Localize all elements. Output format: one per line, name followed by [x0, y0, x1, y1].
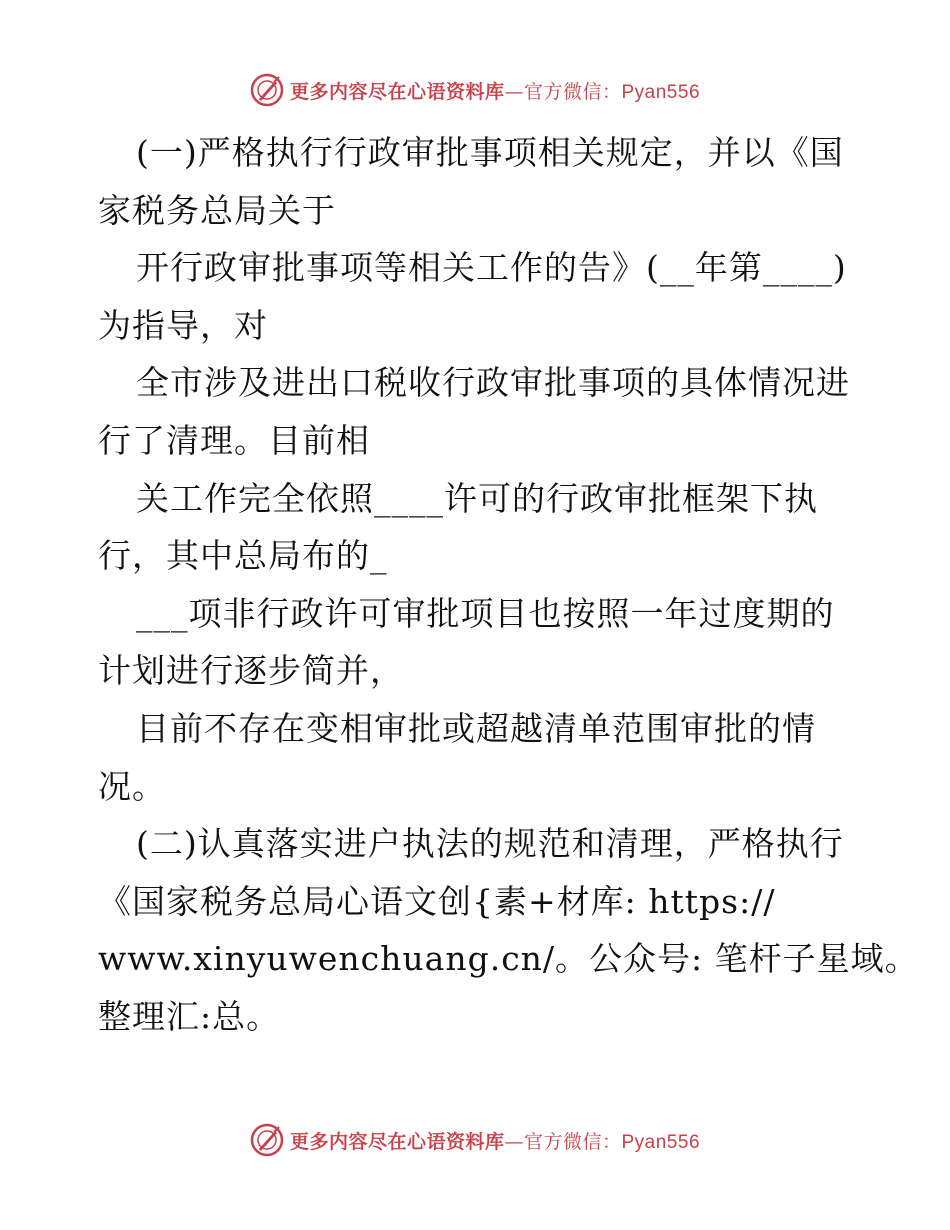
brand-logo-icon — [250, 73, 284, 107]
text-line: 《国家税务总局心语文创{素+材库: https:// — [98, 881, 776, 921]
watermark-wechat-id: Pyan556 — [621, 1131, 701, 1153]
watermark-dash: — — [504, 80, 524, 103]
text-line: 计划进行逐步简并， — [98, 651, 404, 691]
text-line: 全市涉及进出口税收行政审批事项的具体情况进 — [136, 363, 850, 403]
watermark-lead: 更多内容尽在心语资料库 — [289, 1130, 505, 1153]
text-line: 家税务总局关于 — [98, 190, 336, 230]
document-body — [98, 124, 919, 1046]
text-line: (二)认真落实进户执法的规范和清理，严格执行 — [136, 824, 844, 864]
watermark-tail: 官方微信： — [523, 1130, 622, 1153]
text-line: 目前不存在变相审批或超越清单范围审批的情 — [136, 708, 816, 748]
header-watermark — [0, 70, 950, 110]
watermark-tail: 官方微信： — [523, 80, 622, 103]
watermark-text — [290, 1127, 700, 1154]
text-line: 开行政审批事项等相关工作的告》(__年第____) — [136, 248, 847, 288]
brand-logo-icon — [250, 1123, 284, 1157]
text-line: 行了清理。目前相 — [98, 420, 370, 460]
watermark-lead: 更多内容尽在心语资料库 — [289, 80, 505, 103]
watermark-dash: — — [504, 1130, 524, 1153]
text-line: 整理汇:总。 — [98, 996, 281, 1036]
watermark-text — [290, 77, 700, 104]
footer-watermark — [0, 1120, 950, 1160]
text-line: 为指导，对 — [98, 305, 268, 345]
watermark-wechat-id: Pyan556 — [621, 81, 701, 103]
text-line: 况。 — [98, 766, 166, 806]
text-line: 行，其中总局布的_ — [98, 536, 388, 576]
text-line: 关工作完全依照____许可的行政审批框架下执 — [136, 478, 818, 518]
text-line: (一)严格执行行政审批事项相关规定，并以《国 — [136, 133, 844, 172]
text-line: ___项非行政许可审批项目也按照一年过度期的 — [136, 593, 835, 633]
text-line: www.xinyuwenchuang.cn/。公众号: 笔杆子星域。 — [98, 939, 919, 979]
